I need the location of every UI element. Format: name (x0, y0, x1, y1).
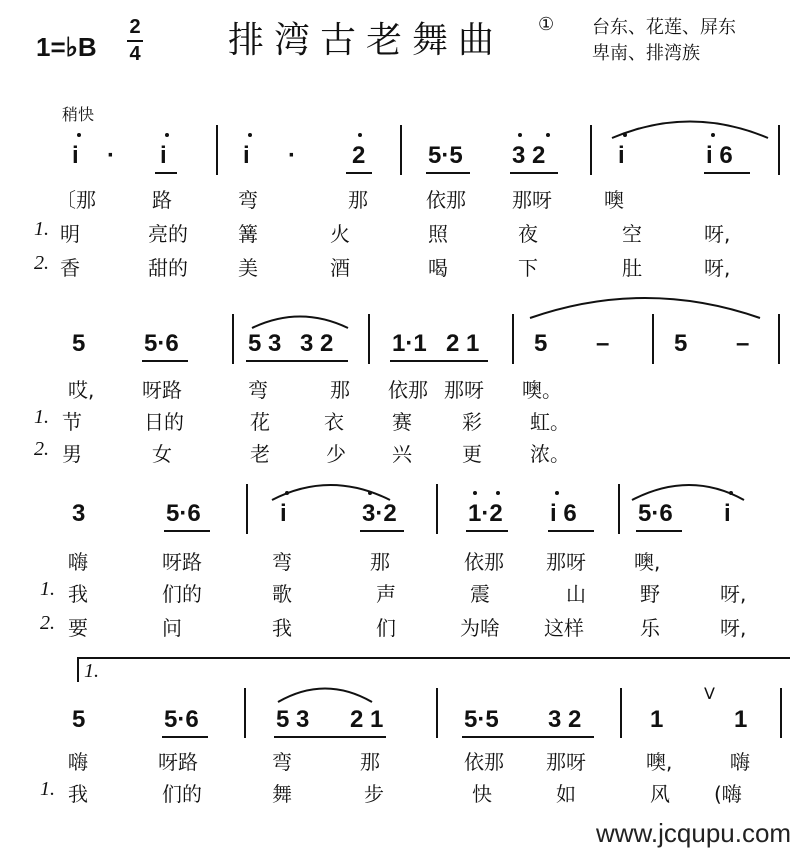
verse-number: 1. (34, 406, 49, 428)
lyric: 歌 (272, 582, 292, 606)
verse-number: 1. (34, 218, 49, 240)
lyric: 喝 (428, 256, 448, 280)
barline (216, 125, 218, 175)
lyric: 嗨 (68, 750, 88, 774)
eighth-underline (462, 736, 594, 738)
note-group: 5·6 (144, 330, 179, 357)
watermark-text: www.jcqupu.com (596, 818, 792, 848)
lyric: 呀, (704, 222, 731, 246)
lyric: 虹。 (530, 410, 570, 434)
note-group: 3 2 (512, 142, 546, 169)
lyric: 照 (428, 222, 448, 246)
lyric: 〔那 (56, 188, 96, 212)
lyric: 那 (330, 378, 350, 402)
lyric: 男 (62, 442, 82, 466)
high-octave-dot (518, 133, 522, 137)
lyric: 我 (272, 616, 292, 640)
lyric: 舞 (272, 782, 292, 806)
lyric: 那 (360, 750, 380, 774)
lyric: 为啥 (460, 616, 500, 640)
note: 2 (352, 142, 366, 169)
origin-line-1: 台东、花莲、屏东 (592, 17, 736, 38)
barline (436, 688, 438, 738)
barline (244, 688, 246, 738)
lyric: 们的 (162, 782, 202, 806)
eighth-underline (636, 530, 682, 532)
note: 1 (650, 706, 664, 733)
lyric: 篝 (238, 222, 258, 246)
eighth-underline (360, 530, 404, 532)
note-dot: · (288, 142, 296, 169)
lyric: 香 (60, 256, 80, 280)
lyric: 噢, (646, 750, 673, 774)
high-octave-dot (546, 133, 550, 137)
volta-bracket (78, 658, 790, 682)
breath-mark: V (704, 684, 715, 703)
note: 5 (674, 330, 688, 357)
note: 5 (72, 706, 86, 733)
lyric: 步 (364, 782, 384, 806)
eighth-underline (164, 530, 210, 532)
lyric: 空 (622, 222, 642, 246)
note-group: i 6 (550, 500, 577, 527)
lyric: 呀路 (142, 378, 182, 402)
slur (530, 298, 760, 318)
lyric: 乐 (640, 616, 660, 640)
lyric: 夜 (518, 222, 538, 246)
eighth-underline (346, 172, 372, 174)
barline (652, 314, 654, 364)
tempo-marking: 稍快 (62, 105, 95, 124)
lyric: 噢, (634, 550, 661, 574)
high-octave-dot (248, 133, 252, 137)
note: i (280, 500, 287, 527)
high-octave-dot (473, 491, 477, 495)
lyric: 们的 (162, 582, 202, 606)
lyric: 那 (348, 188, 368, 212)
lyric: 少 (326, 442, 346, 466)
note: 5 (534, 330, 548, 357)
lyric: 日的 (144, 410, 184, 434)
note-group: 1·1 (392, 330, 427, 357)
lyric: 彩 (462, 410, 482, 434)
lyric: 问 (162, 616, 182, 640)
lyric: 火 (330, 222, 350, 246)
lyric: 我 (68, 582, 88, 606)
note-group: 5·5 (428, 142, 463, 169)
lyric: 依那 (464, 750, 504, 774)
barline (590, 125, 592, 175)
barline (778, 125, 780, 175)
barline (780, 688, 782, 738)
slur (632, 485, 744, 500)
barline (400, 125, 402, 175)
high-octave-dot (555, 491, 559, 495)
eighth-underline (246, 360, 348, 362)
lyric: 老 (250, 442, 270, 466)
high-octave-dot (165, 133, 169, 137)
lyric: 呀路 (162, 550, 202, 574)
lyric: 风 (650, 782, 670, 806)
lyric: 这样 (544, 616, 584, 640)
lyric: 依那 (426, 188, 466, 212)
eighth-underline (704, 172, 750, 174)
lyric: 快 (472, 782, 492, 806)
lyric: 浓。 (530, 442, 570, 466)
lyric: 下 (518, 256, 538, 280)
eighth-underline (426, 172, 470, 174)
high-octave-dot (623, 133, 627, 137)
lyric: 亮的 (148, 222, 188, 246)
lyric: 依那 (464, 550, 504, 574)
high-octave-dot (285, 491, 289, 495)
lyric: 节 (62, 410, 82, 434)
note-group: 3 2 (548, 706, 582, 733)
lyric: 我 (68, 782, 88, 806)
eighth-underline (548, 530, 594, 532)
time-signature-top: 2 (129, 16, 141, 38)
lyric: 嗨 (730, 750, 750, 774)
volta-number: 1. (84, 660, 99, 682)
lyric: 噢 (604, 188, 624, 212)
eighth-underline (390, 360, 488, 362)
lyric: 明 (60, 222, 80, 246)
note-group: 5 3 (276, 706, 310, 733)
lyric: 路 (152, 188, 172, 212)
note: 3 (72, 500, 86, 527)
lyric: 呀路 (158, 750, 198, 774)
lyric: 衣 (324, 410, 344, 434)
verse-number: 1. (40, 578, 55, 600)
note-group: 2 1 (446, 330, 480, 357)
slur (252, 317, 348, 329)
slur (612, 122, 768, 139)
lyric: 那呀 (512, 188, 552, 212)
barline (436, 484, 438, 534)
lyric: 噢。 (522, 378, 562, 402)
high-octave-dot (368, 491, 372, 495)
barline (620, 688, 622, 738)
lyric: 赛 (392, 410, 412, 434)
verse-number: 2. (34, 252, 49, 274)
lyric: 要 (68, 616, 88, 640)
lyric: 山 (566, 582, 586, 606)
note-group: 5·6 (638, 500, 673, 527)
lyric: 弯 (248, 378, 268, 402)
lyric: 那 (370, 550, 390, 574)
lyric: 美 (238, 256, 258, 280)
verse-number: 1. (40, 778, 55, 800)
lyric: 野 (640, 582, 660, 606)
note-dot: · (107, 142, 115, 169)
origin-line-2: 卑南、排湾族 (592, 43, 700, 64)
high-octave-dot (77, 133, 81, 137)
note: i (72, 142, 79, 169)
eighth-underline (274, 736, 386, 738)
high-octave-dot (358, 133, 362, 137)
lyric: 呀, (704, 256, 731, 280)
note-group: 3·2 (362, 500, 397, 527)
lyric: 震 (470, 582, 490, 606)
note-group: 5·6 (166, 500, 201, 527)
note: i (243, 142, 250, 169)
lyric: 那呀 (546, 550, 586, 574)
slur (278, 689, 372, 703)
lyric: 弯 (272, 550, 292, 574)
eighth-underline (510, 172, 558, 174)
barline (232, 314, 234, 364)
high-octave-dot (711, 133, 715, 137)
time-signature-bottom: 4 (129, 43, 141, 65)
lyric: (嗨 (714, 782, 742, 806)
note-group: 5 3 (248, 330, 282, 357)
note-group: 3 2 (300, 330, 334, 357)
lyric: 那呀 (546, 750, 586, 774)
barline (246, 484, 248, 534)
barline (512, 314, 514, 364)
barline (368, 314, 370, 364)
note: 1 (734, 706, 748, 733)
dash: – (596, 330, 610, 357)
lyric: 哎, (68, 378, 95, 402)
lyric: 弯 (272, 750, 292, 774)
lyric: 酒 (330, 256, 350, 280)
note: 5 (72, 330, 86, 357)
note-group: 5·6 (164, 706, 199, 733)
footnote-mark: ① (538, 14, 555, 35)
dash: – (736, 330, 750, 357)
lyric: 们 (376, 616, 396, 640)
lyric: 嗨 (68, 550, 88, 574)
lyric: 肚 (622, 256, 642, 280)
verse-number: 2. (40, 612, 55, 634)
lyric: 依那 (388, 378, 428, 402)
lyric: 更 (462, 442, 482, 466)
lyric: 兴 (392, 442, 412, 466)
note-group: 5·5 (464, 706, 499, 733)
note: i (618, 142, 625, 169)
barline (618, 484, 620, 534)
song-title: 排湾古老舞曲 (228, 20, 505, 61)
lyric: 呀, (720, 582, 747, 606)
eighth-underline (142, 360, 188, 362)
eighth-underline (466, 530, 508, 532)
note-group: 2 1 (350, 706, 384, 733)
eighth-underline (162, 736, 208, 738)
lyric: 花 (250, 410, 270, 434)
note: i (160, 142, 167, 169)
note-group: i 6 (706, 142, 733, 169)
verse-number: 2. (34, 438, 49, 460)
note-group: 1·2 (468, 500, 503, 527)
barline (778, 314, 780, 364)
high-octave-dot (729, 491, 733, 495)
lyric: 如 (556, 782, 576, 806)
slur (272, 485, 390, 500)
lyric: 甜的 (148, 256, 188, 280)
note: i (724, 500, 731, 527)
lyric: 那呀 (444, 378, 484, 402)
lyric: 弯 (238, 188, 258, 212)
lyric: 呀, (720, 616, 747, 640)
eighth-underline (155, 172, 177, 174)
lyric: 声 (376, 582, 396, 606)
high-octave-dot (496, 491, 500, 495)
key-signature: 1=♭B (36, 32, 97, 62)
lyric: 女 (152, 442, 172, 466)
